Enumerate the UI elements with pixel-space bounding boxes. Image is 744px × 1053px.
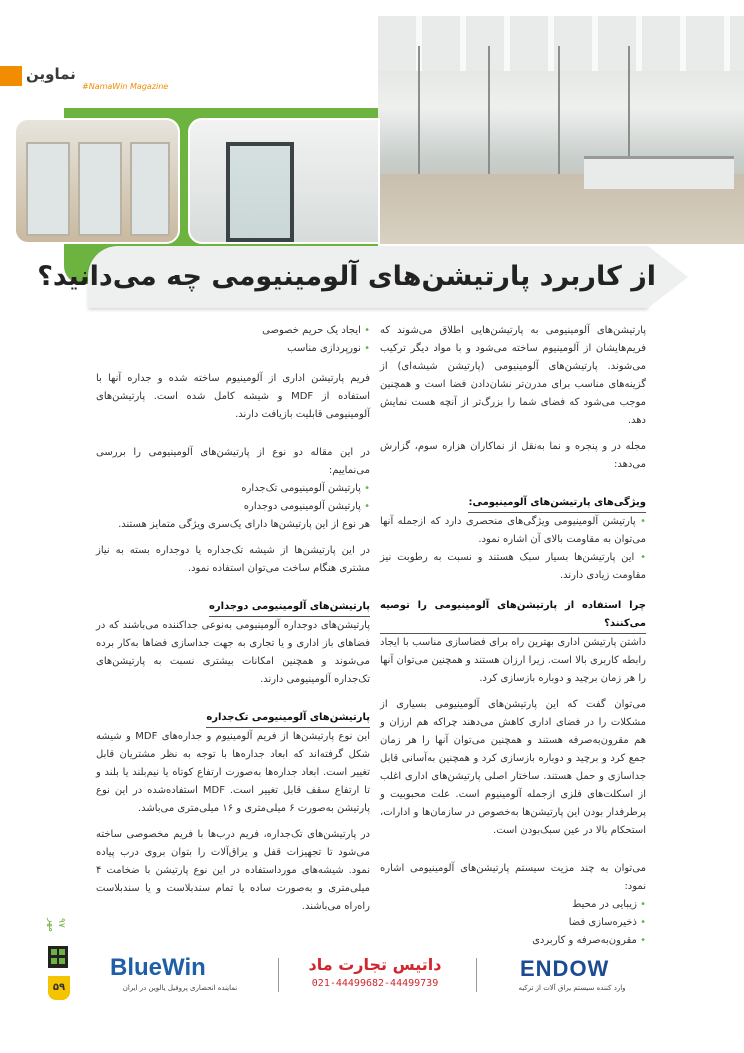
ad-bluewin — [92, 954, 268, 998]
logo-accent-bar — [0, 66, 22, 86]
bullet-item: • پارتیشن آلومینیومی ویژگی‌های منحصری دارد که ازجمله آنها می‌توان به مقاومت بالای آن اشاره نمود. — [380, 513, 646, 549]
ad-bluewin-name: BlueWin — [110, 954, 206, 981]
section-heading: چرا استفاده از پارتیشن‌های آلومینیومی را توصیه می‌کنند؟ — [380, 597, 646, 634]
page-number: ۵۹ — [48, 976, 70, 1000]
bullet-item: • پارتیشن آلومینیومی دوجداره — [96, 498, 370, 516]
bullet-item: • پارتیشن آلومینیومی تک‌جداره — [96, 480, 370, 498]
ad-mad-phone: 021-44499682-44499739 — [311, 978, 439, 989]
text-column-left — [96, 322, 370, 924]
paragraph: در این پارتیشن‌ها از شیشه تک‌جداره یا دوجداره بسته به نیاز مشتری هنگام ساخت می‌توان استفاده نمود. — [96, 545, 370, 574]
bullet-item: • ذخیره‌سازی فضا — [380, 914, 646, 932]
article-title: از کاربرد پارتیشن‌های آلومینیومی چه می‌دانید؟ — [37, 261, 656, 292]
bullet-item: • ایجاد یک حریم خصوصی — [96, 322, 370, 340]
paragraph: این نوع پارتیشن‌ها از فریم آلومینیوم و جداره‌های MDF و شیشه شکل گرفته‌اند که ابعاد جداره‌ها با توجه به نظر مشتریان قابل تغییر است. ابعاد جداره‌ها به‌صورت ارتفاع کوتاه یا نیم‌بلند یا بلند و تا ارتفاع سقف قابل تغییر است. MDF استفاده‌شده در این نوع پارتیشن به‌صورت ۶ میلی‌متری و ۱۶ میلی‌متری می‌باشد. — [96, 731, 370, 814]
paragraph: پارتیشن‌های دوجداره آلومینیومی به‌نوعی جداکننده می‌باشند که در فضاهای باز اداری و یا تجاری به جهت جداسازی فضاها به‌کار برده می‌شوند و همچنین امکانات بیشتری نسبت به پارتیشن‌های تک‌جداره آلومینیومی دارند. — [96, 620, 370, 685]
text-column-right — [380, 322, 646, 950]
logo-text: نماوین — [26, 65, 76, 83]
paragraph: پارتیشن‌های آلومینیومی به پارتیشن‌هایی اطلاق می‌شوند که فریم‌هایشان از آلومینیوم ساخته می‌شود و با مواد دیگر ترکیب می‌شوند. پارتیشن‌های آلومینیومی (پارتیشن شیشه‌ای) از گزینه‌های مناسب برای مدرن‌تر نشان‌دادن فضا است و همچنین موجب می‌شود که فضای شما را بزرگ‌تر از آنچه هست نمایش دهد. — [380, 325, 646, 426]
ad-endow-tagline: وارد کننده سیستم یراق آلات از ترکیه — [518, 984, 626, 992]
ad-endow — [492, 954, 652, 998]
office-photo-main — [378, 16, 744, 244]
issue-date: ۹۷ مهر — [46, 918, 66, 932]
paragraph: در پارتیشن‌های تک‌جداره، فریم درب‌ها با فریم مخصوصی ساخته می‌شود تا تجهیزات قفل و یراق‌آلات را بتوان بروی درب پیاده نمود. شیشه‌های مورداستفاده در این نوع پارتیشن با ضخامت ۴ میلی‌متری و به‌صورت ساده یا تمام سندبلاست و یا سندبلاست راه‌راه می‌باشند. — [96, 829, 370, 912]
bullet-item: • این پارتیشن‌ها بسیار سبک هستند و نسبت به رطوبت نیز مقاومت زیادی دارند. — [380, 549, 646, 585]
magazine-mark-icon — [48, 946, 68, 968]
section-heading: ویژگی‌های پارتیشن‌های آلومینیومی: — [468, 494, 646, 513]
magazine-logo — [22, 64, 172, 91]
paragraph: هر نوع از این پارتیشن‌ها دارای یک‌سری ویژگی متمایز هستند. — [118, 519, 370, 530]
bullet-item: • نورپردازی مناسب — [96, 340, 370, 358]
section-heading: پارتیشن‌های آلومینیومی دوجداره — [209, 598, 370, 617]
paragraph: می‌توان گفت که این پارتیشن‌های آلومینیومی بسیاری از مشکلات را در فضای اداری کاهش می‌دهند چراکه هم ارزان و هم مقرون‌به‌صرفه هستند و همچنین می‌توان آنها را هر زمان جمع کرد و برچید و دوباره بازسازی کرد و همچنین به‌آسانی قابل جداسازی و حمل هستند. ساختار اصلی پارتیشن‌های اداری اغلب از اسکلت‌های فلزی ازجمله آلومینیوم است. علت محبوبیت و پرطرفدار بودن این پارتیشن‌ها به‌خصوص در سازمان‌ها و ادارات، استحکام بالا در عین سبک‌بودن است. — [380, 699, 646, 836]
section-heading: پارتیشن‌های آلومینیومی تک‌جداره — [206, 709, 370, 728]
office-photo-left — [14, 118, 180, 244]
ad-bluewin-tagline: نماینده انحصاری پروفیل یالوین در ایران — [122, 984, 238, 992]
paragraph: داشتن پارتیشن اداری بهترین راه برای فضاسازی مناسب با ایجاد رابطه کاربری بالا است. زیرا ارزان هستند و همچنین می‌توان آنها را هر زمان برچید و دوباره بازسازی کرد. — [380, 637, 646, 684]
office-photo-middle — [188, 118, 380, 244]
paragraph: می‌توان به چند مزیت سیستم پارتیشن‌های آلومینیومی اشاره نمود: — [380, 863, 646, 892]
ad-divider — [476, 958, 477, 992]
ad-endow-name: ENDOW — [520, 956, 610, 981]
paragraph: در این مقاله دو نوع از پارتیشن‌های آلومینیومی را بررسی می‌نماییم: — [96, 447, 370, 476]
bullet-item: • زیبایی در محیط — [380, 896, 646, 914]
logo-subtitle: #NamaWin Magazine — [82, 82, 169, 91]
ad-mad-name: داتیس تجارت ماد — [308, 955, 442, 974]
paragraph: مجله در و پنجره و نما به‌نقل از نماکاران هزاره سوم، گزارش می‌دهد: — [380, 441, 646, 470]
ad-datis-tejarat-mad — [290, 954, 460, 998]
paragraph: فریم پارتیشن اداری از آلومینیوم ساخته شده و جداره آنها با استفاده از MDF و شیشه کامل شده است. پارتیشن‌های آلومینیومی قابلیت بازیافت دارند. — [96, 373, 370, 420]
bullet-item: • مقرون‌به‌صرفه و کاربردی — [380, 932, 646, 950]
ad-divider — [278, 958, 279, 992]
